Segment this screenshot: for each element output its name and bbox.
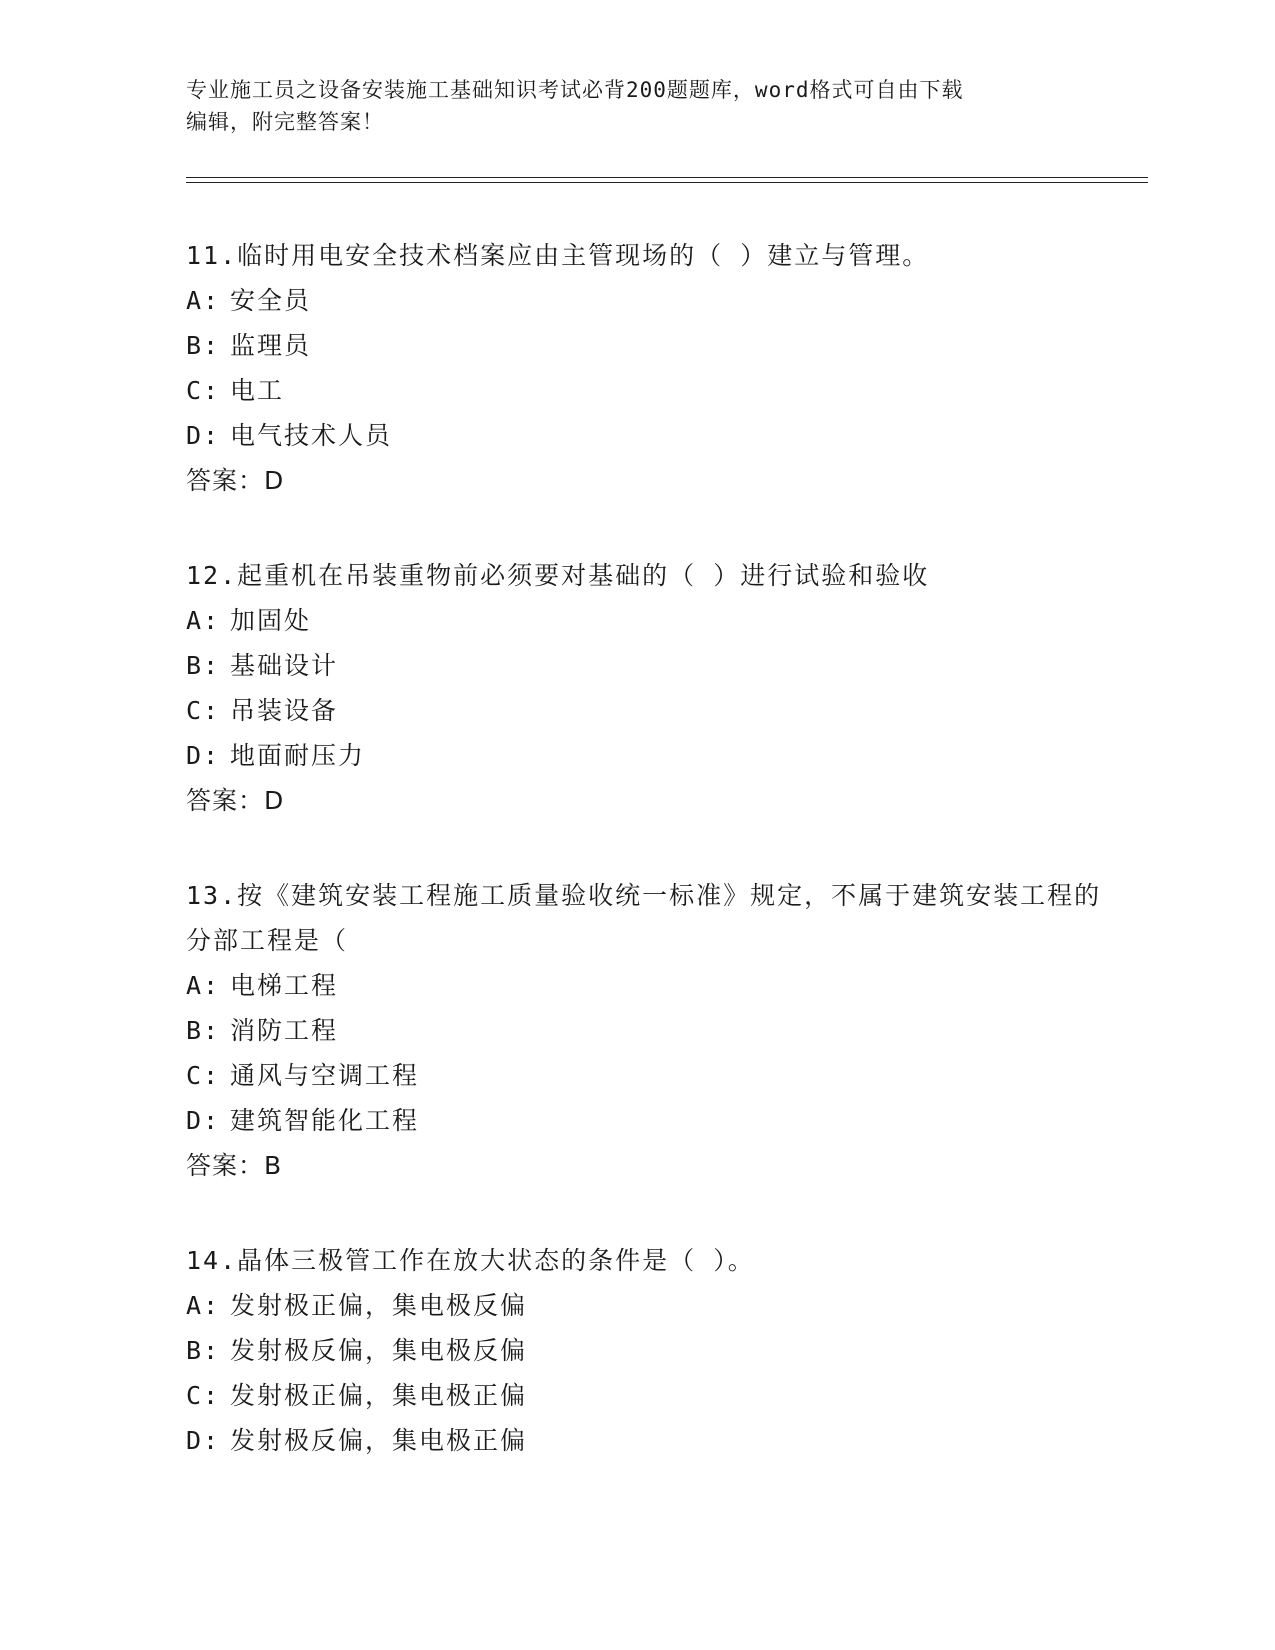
option-text: 发射极正偏，集电极正偏 <box>230 1381 528 1410</box>
option-d <box>186 1098 1106 1143</box>
option-b <box>186 643 1106 688</box>
option-key: D: <box>186 1106 221 1135</box>
option-a <box>186 963 1106 1008</box>
option-key: C: <box>186 376 221 405</box>
option-key: B: <box>186 331 221 360</box>
option-text: 安全员 <box>230 286 312 315</box>
option-text: 电梯工程 <box>230 971 339 1000</box>
option-key: A: <box>186 971 221 1000</box>
option-c <box>186 1373 1106 1418</box>
option-key: B: <box>186 651 221 680</box>
question-stem: 13.按《建筑安装工程施工质量验收统一标准》规定，不属于建筑安装工程的分部工程是（ <box>186 881 1102 955</box>
option-key: B: <box>186 1016 221 1045</box>
option-text: 电气技术人员 <box>230 421 393 450</box>
option-b <box>186 323 1106 368</box>
option-c <box>186 368 1106 413</box>
option-text: 建筑智能化工程 <box>230 1106 420 1135</box>
header-line-1: 专业施工员之设备安装施工基础知识考试必背200题题库，word格式可自由下载 <box>186 78 964 102</box>
question-block <box>186 233 1106 503</box>
option-a <box>186 1283 1106 1328</box>
option-text: 通风与空调工程 <box>230 1061 420 1090</box>
option-d <box>186 733 1106 778</box>
option-text: 监理员 <box>230 331 312 360</box>
answer-line: 答案：D <box>186 786 285 815</box>
option-a <box>186 598 1106 643</box>
header-divider-top <box>186 177 1148 178</box>
option-b <box>186 1008 1106 1053</box>
answer-line: 答案：B <box>186 1151 283 1180</box>
option-key: C: <box>186 1061 221 1090</box>
option-text: 发射极反偏，集电极反偏 <box>230 1336 528 1365</box>
option-key: C: <box>186 1381 221 1410</box>
option-text: 发射极反偏，集电极正偏 <box>230 1426 528 1455</box>
option-key: A: <box>186 606 221 635</box>
option-key: D: <box>186 741 221 770</box>
option-text: 基础设计 <box>230 651 339 680</box>
question-block <box>186 873 1106 1188</box>
option-a <box>186 278 1106 323</box>
option-d <box>186 413 1106 458</box>
question-stem: 12.起重机在吊装重物前必须要对基础的（ ）进行试验和验收 <box>186 561 930 590</box>
option-b <box>186 1328 1106 1373</box>
header-line-2: 编辑，附完整答案！ <box>186 110 384 134</box>
option-text: 加固处 <box>230 606 312 635</box>
option-text: 地面耐压力 <box>230 741 366 770</box>
option-key: D: <box>186 1426 221 1455</box>
option-text: 吊装设备 <box>230 696 339 725</box>
option-text: 发射极正偏，集电极反偏 <box>230 1291 528 1320</box>
question-block <box>186 1238 1106 1463</box>
option-key: A: <box>186 1291 221 1320</box>
option-d <box>186 1418 1106 1463</box>
question-block <box>186 553 1106 823</box>
option-key: A: <box>186 286 221 315</box>
question-stem: 14.晶体三极管工作在放大状态的条件是（ ）。 <box>186 1246 755 1275</box>
option-text: 消防工程 <box>230 1016 339 1045</box>
document-header <box>186 74 1086 138</box>
question-stem: 11.临时用电安全技术档案应由主管现场的（ ）建立与管理。 <box>186 241 930 270</box>
header-divider-bottom <box>186 182 1148 183</box>
option-key: B: <box>186 1336 221 1365</box>
option-key: C: <box>186 696 221 725</box>
option-c <box>186 1053 1106 1098</box>
option-key: D: <box>186 421 221 450</box>
answer-line: 答案：D <box>186 466 285 495</box>
option-text: 电工 <box>230 376 285 405</box>
option-c <box>186 688 1106 733</box>
